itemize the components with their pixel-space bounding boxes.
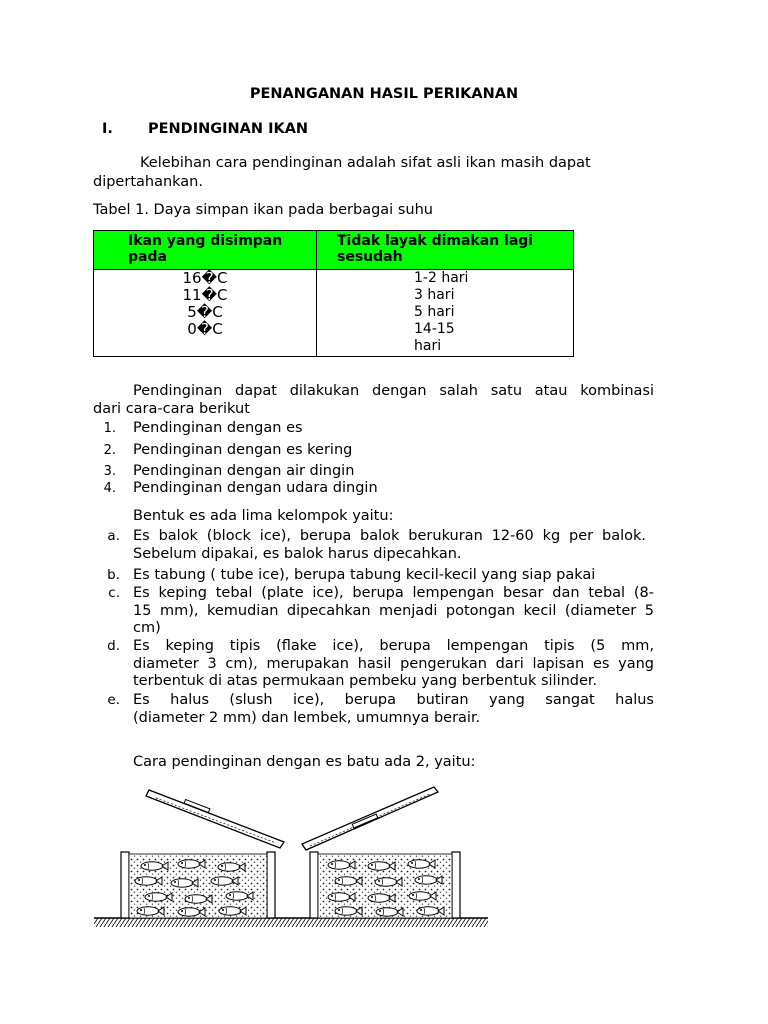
intro-paragraph-line-2: dipertahankan.	[93, 174, 203, 190]
list-item-line: cm)	[133, 620, 161, 636]
list-item-line: Es halus (slush ice), berupa butiran yang sangat halus	[133, 692, 654, 708]
list-item-line: Es tabung ( tube ice), berupa tabung kecil-kecil yang siap pakai	[133, 567, 596, 583]
table-day-2: 3 hari	[414, 287, 455, 303]
list-item-text: Pendinginan dengan es	[133, 420, 303, 436]
right-fish-box	[302, 787, 460, 918]
section-number: I.	[102, 121, 113, 137]
list-item-line: Es keping tipis (flake ice), berupa lempengan tipis (5 mm,	[133, 638, 654, 654]
list-marker: d.	[107, 638, 120, 654]
list-item-line: Es keping tebal (plate ice), berupa lempengan besar dan tebal (8-	[133, 585, 654, 601]
list-marker: 2.	[103, 443, 116, 458]
list-marker: b.	[107, 567, 120, 583]
table-header-temperature-label: Ikan yang disimpan pada	[128, 233, 283, 265]
table-cell-days	[317, 270, 574, 357]
table-header-days	[317, 231, 574, 270]
section-title: PENDINGINAN IKAN	[148, 121, 309, 137]
list-item-text: Pendinginan dengan udara dingin	[133, 480, 378, 496]
ice-types-intro: Bentuk es ada lima kelompok yaitu:	[133, 508, 394, 524]
table-day-1: 1-2 hari	[414, 270, 469, 286]
ice-methods-intro: Cara pendinginan dengan es batu ada 2, yaitu:	[133, 754, 476, 770]
list-item-line: Es balok (block ice), berupa balok berukuran 12-60 kg per balok.	[133, 528, 646, 544]
list-item-text: Pendinginan dengan es kering	[133, 442, 353, 458]
list-marker: a.	[107, 528, 120, 544]
table-temp-2: 11�C	[182, 286, 228, 304]
table-cell-temperatures	[94, 270, 317, 357]
list-marker: e.	[107, 692, 120, 708]
list-item-line: Sebelum dipakai, es balok harus dipecahkan.	[133, 546, 462, 562]
document-title: PENANGANAN HASIL PERIKANAN	[249, 86, 519, 102]
intro-paragraph-line-1: Kelebihan cara pendinginan adalah sifat asli ikan masih dapat	[140, 155, 591, 171]
table-header-days-label: Tidak layak dimakan lagi sesudah	[337, 233, 534, 265]
list-marker: 1.	[103, 421, 116, 436]
list-item-line: (diameter 2 mm) dan lembek, umumnya berair.	[133, 710, 481, 726]
storage-table	[93, 230, 574, 357]
table-day-3: 5 hari	[414, 304, 455, 320]
table-temp-4: 0�C	[187, 320, 223, 338]
cooling-intro-line-2: dari cara-cara berikut	[93, 401, 250, 417]
cooling-intro-line-1: Pendinginan dapat dilakukan dengan salah satu atau kombinasi	[133, 383, 654, 399]
table-day-4: 14-15	[414, 321, 455, 337]
table-temp-3: 5�C	[187, 303, 223, 321]
list-item-line: 15 mm), kemudian dipecahkan menjadi potongan kecil (diameter 5	[133, 603, 654, 619]
list-marker: c.	[108, 585, 120, 601]
list-item-text: Pendinginan dengan air dingin	[133, 463, 355, 479]
table-day-5: hari	[414, 338, 442, 354]
table-caption: Tabel 1. Daya simpan ikan pada berbagai suhu	[93, 202, 433, 218]
list-item-line: terbentuk di atas permukaan pembeku yang berbentuk silinder.	[133, 673, 598, 689]
fish-icing-illustration	[94, 786, 488, 932]
table-header-temperature	[94, 231, 317, 270]
left-fish-box	[121, 790, 284, 918]
list-marker: 3.	[103, 464, 116, 479]
list-item-line: diameter 3 cm), merupakan hasil pengerukan dari lapisan es yang	[133, 656, 654, 672]
list-marker: 4.	[103, 481, 116, 496]
table-temp-1: 16�C	[182, 269, 228, 287]
